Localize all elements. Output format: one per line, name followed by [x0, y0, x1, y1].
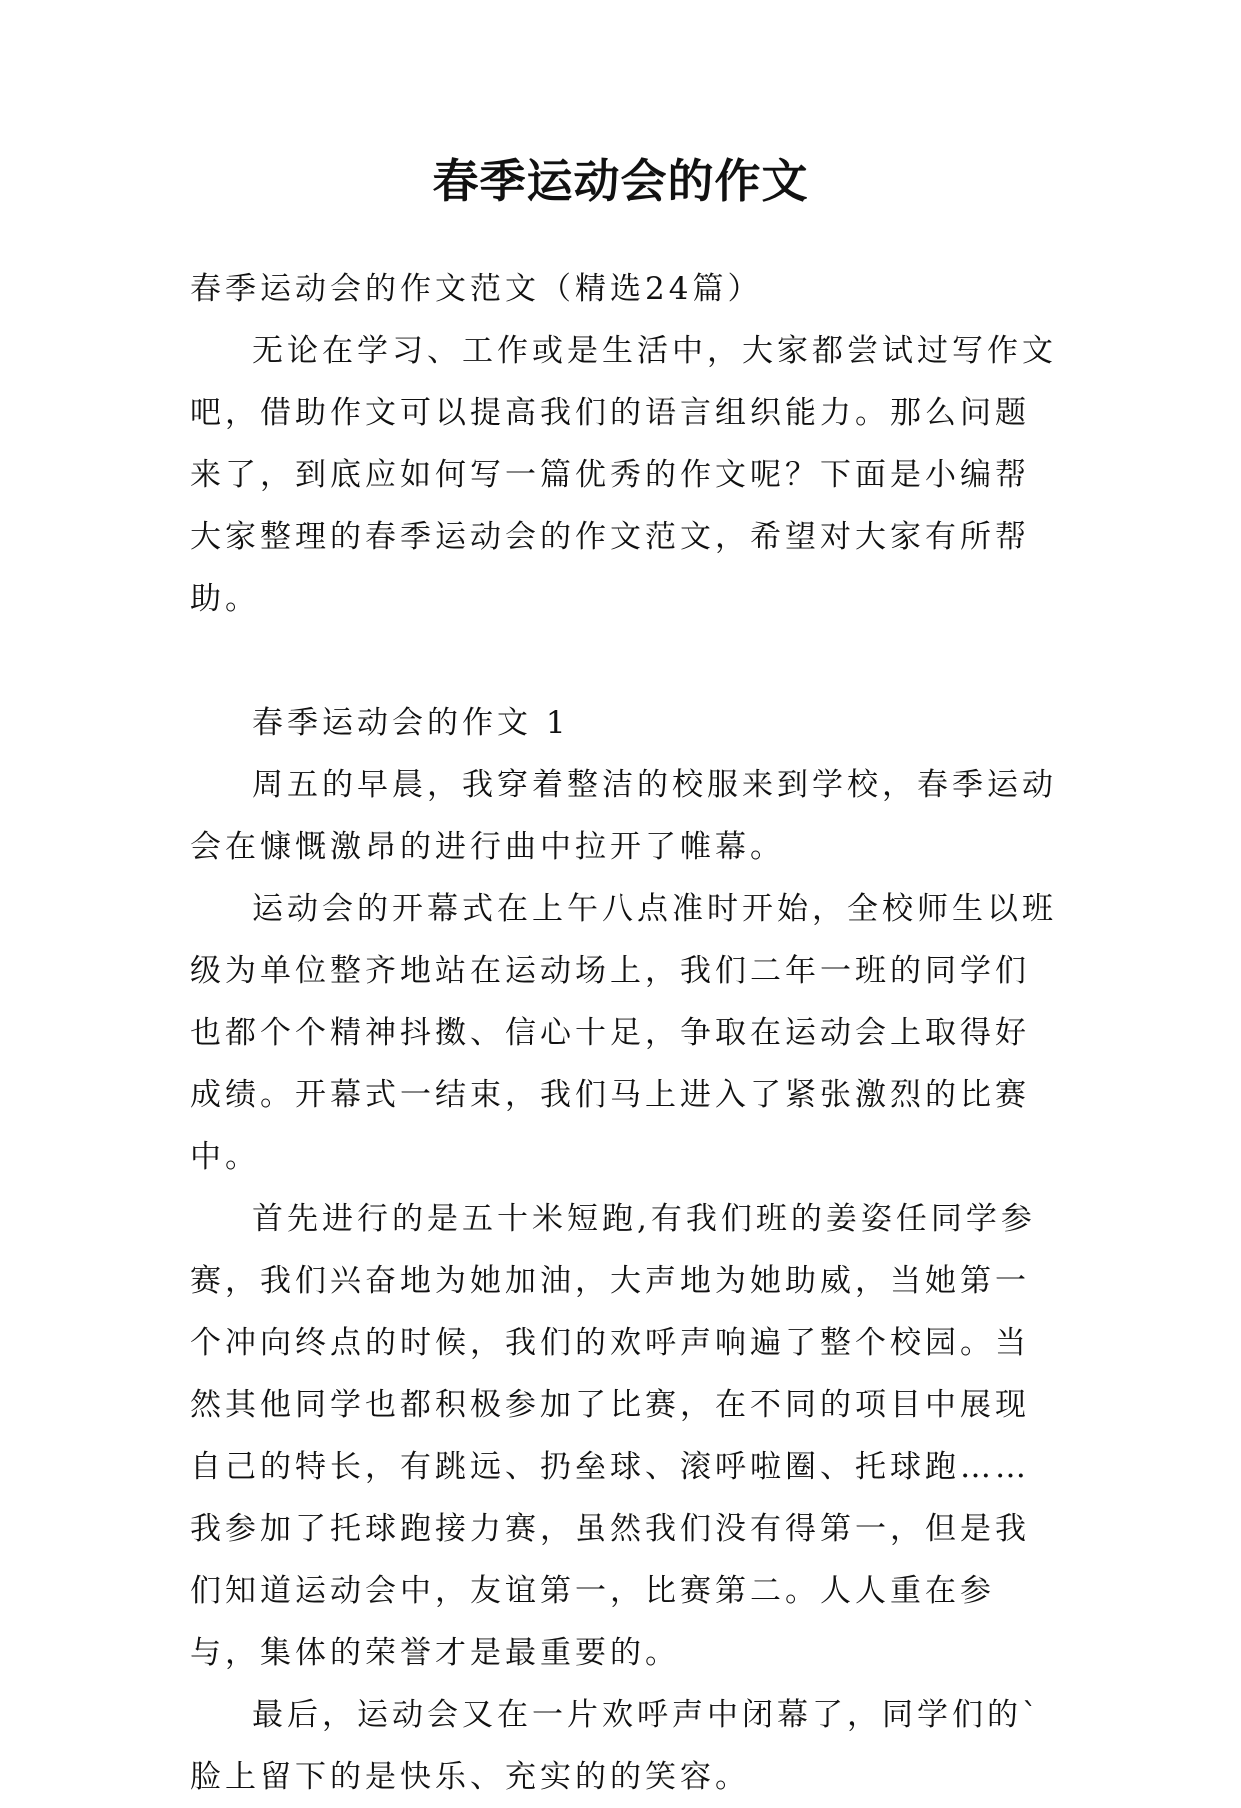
intro-paragraph: 无论在学习、工作或是生活中，大家都尝试过写作文吧，借助作文可以提高我们的语言组织能力。那么问题来了，到底应如何写一篇优秀的作文呢？下面是小编帮大家整理的春季运动会的作文范文，希望对大家有所帮助。 — [190, 333, 1057, 617]
essay-paragraph-4: 最后，运动会又在一片欢呼声中闭幕了，同学们的`脸上留下的是快乐、充实的的笑容。 — [190, 1697, 1042, 1795]
document-body — [190, 258, 1058, 1808]
essay-paragraph-2: 运动会的开幕式在上午八点准时开始，全校师生以班级为单位整齐地站在运动场上，我们二年一班的同学们也都个个精神抖擞、信心十足，争取在运动会上取得好成绩。开幕式一结束，我们马上进入了紧张激烈的比赛中。 — [190, 891, 1057, 1175]
paragraph-spacer — [190, 630, 1058, 692]
document-title: 春季运动会的作文 — [432, 154, 809, 208]
essay-paragraph-3: 首先进行的是五十米短跑,有我们班的姜姿任同学参赛，我们兴奋地为她加油，大声地为她助威，当她第一个冲向终点的时候，我们的欢呼声响遍了整个校园。当然其他同学也都积极参加了比赛，在不同的项目中展现自己的特长，有跳远、扔垒球、滚呼啦圈、托球跑……我参加了托球跑接力赛，虽然我们没有得第一，但是我们知道运动会中，友谊第一，比赛第二。人人重在参与，集体的荣誉才是最重要的。 — [190, 1201, 1036, 1671]
section-heading: 春季运动会的作文 1 — [252, 705, 570, 741]
document-subtitle: 春季运动会的作文范文（精选24篇） — [190, 271, 763, 307]
essay-paragraph-1: 周五的早晨，我穿着整洁的校服来到学校，春季运动会在慷慨激昂的进行曲中拉开了帷幕。 — [190, 767, 1057, 865]
